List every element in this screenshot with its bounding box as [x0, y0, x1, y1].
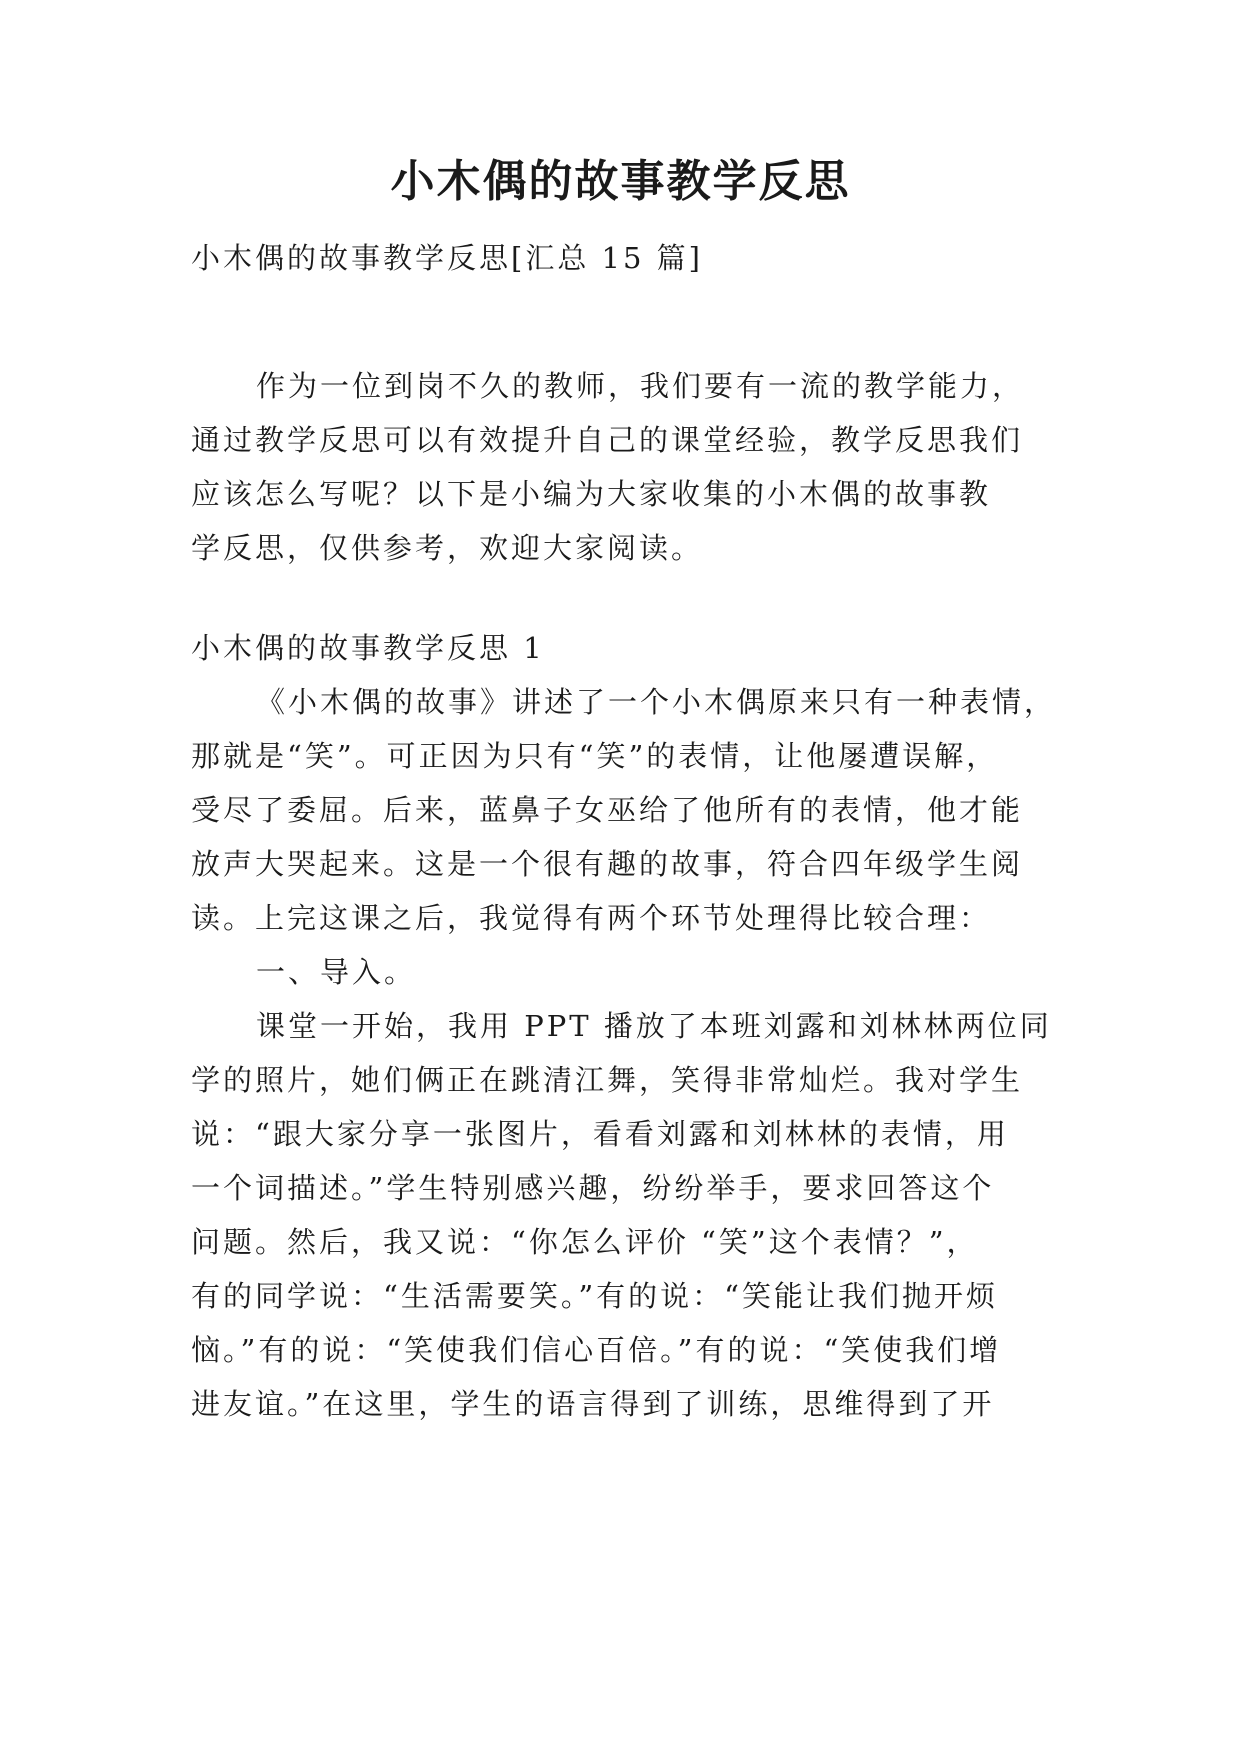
paragraph-line: 《小木偶的故事》讲述了一个小木偶原来只有一种表情，: [256, 685, 1057, 719]
step-heading: 一、导入。: [256, 955, 417, 989]
section-heading: 小木偶的故事教学反思 1: [191, 631, 545, 665]
intro-line: 应该怎么写呢？以下是小编为大家收集的小木偶的故事教: [191, 477, 992, 511]
document-title: 小木偶的故事教学反思: [390, 156, 851, 207]
paragraph-line: 课堂一开始，我用 PPT 播放了本班刘露和刘林林两位同: [256, 1009, 1052, 1043]
paragraph-line: 学的照片，她们俩正在跳清江舞，笑得非常灿烂。我对学生: [191, 1063, 1024, 1097]
paragraph-line: 一个词描述。”学生特别感兴趣，纷纷举手，要求回答这个: [191, 1171, 995, 1205]
intro-line: 学反思，仅供参考，欢迎大家阅读。: [191, 531, 704, 565]
document-subtitle: 小木偶的故事教学反思[汇总 15 篇]: [191, 241, 703, 275]
paragraph-line: 有的同学说：“生活需要笑。”有的说：“笑能让我们抛开烦: [191, 1279, 998, 1313]
intro-line: 通过教学反思可以有效提升自己的课堂经验，教学反思我们: [191, 423, 1024, 457]
paragraph-line: 恼。”有的说：“笑使我们信心百倍。”有的说：“笑使我们增: [191, 1333, 1002, 1367]
paragraph-line: 那就是“笑”。可正因为只有“笑”的表情，让他屡遭误解，: [191, 739, 999, 773]
paragraph-line: 进友谊。”在这里，学生的语言得到了训练，思维得到了开: [191, 1387, 995, 1421]
paragraph-line: 说：“跟大家分享一张图片，看看刘露和刘林林的表情，用: [191, 1117, 1009, 1151]
paragraph-line: 读。上完这课之后，我觉得有两个环节处理得比较合理：: [191, 901, 992, 935]
paragraph-line: 问题。然后，我又说：“你怎么评价 “笑”这个表情？”，: [191, 1225, 979, 1259]
paragraph-line: 受尽了委屈。后来，蓝鼻子女巫给了他所有的表情，他才能: [191, 793, 1024, 827]
intro-line: 作为一位到岗不久的教师，我们要有一流的教学能力，: [256, 369, 1025, 403]
paragraph-line: 放声大哭起来。这是一个很有趣的故事，符合四年级学生阅: [191, 847, 1024, 881]
